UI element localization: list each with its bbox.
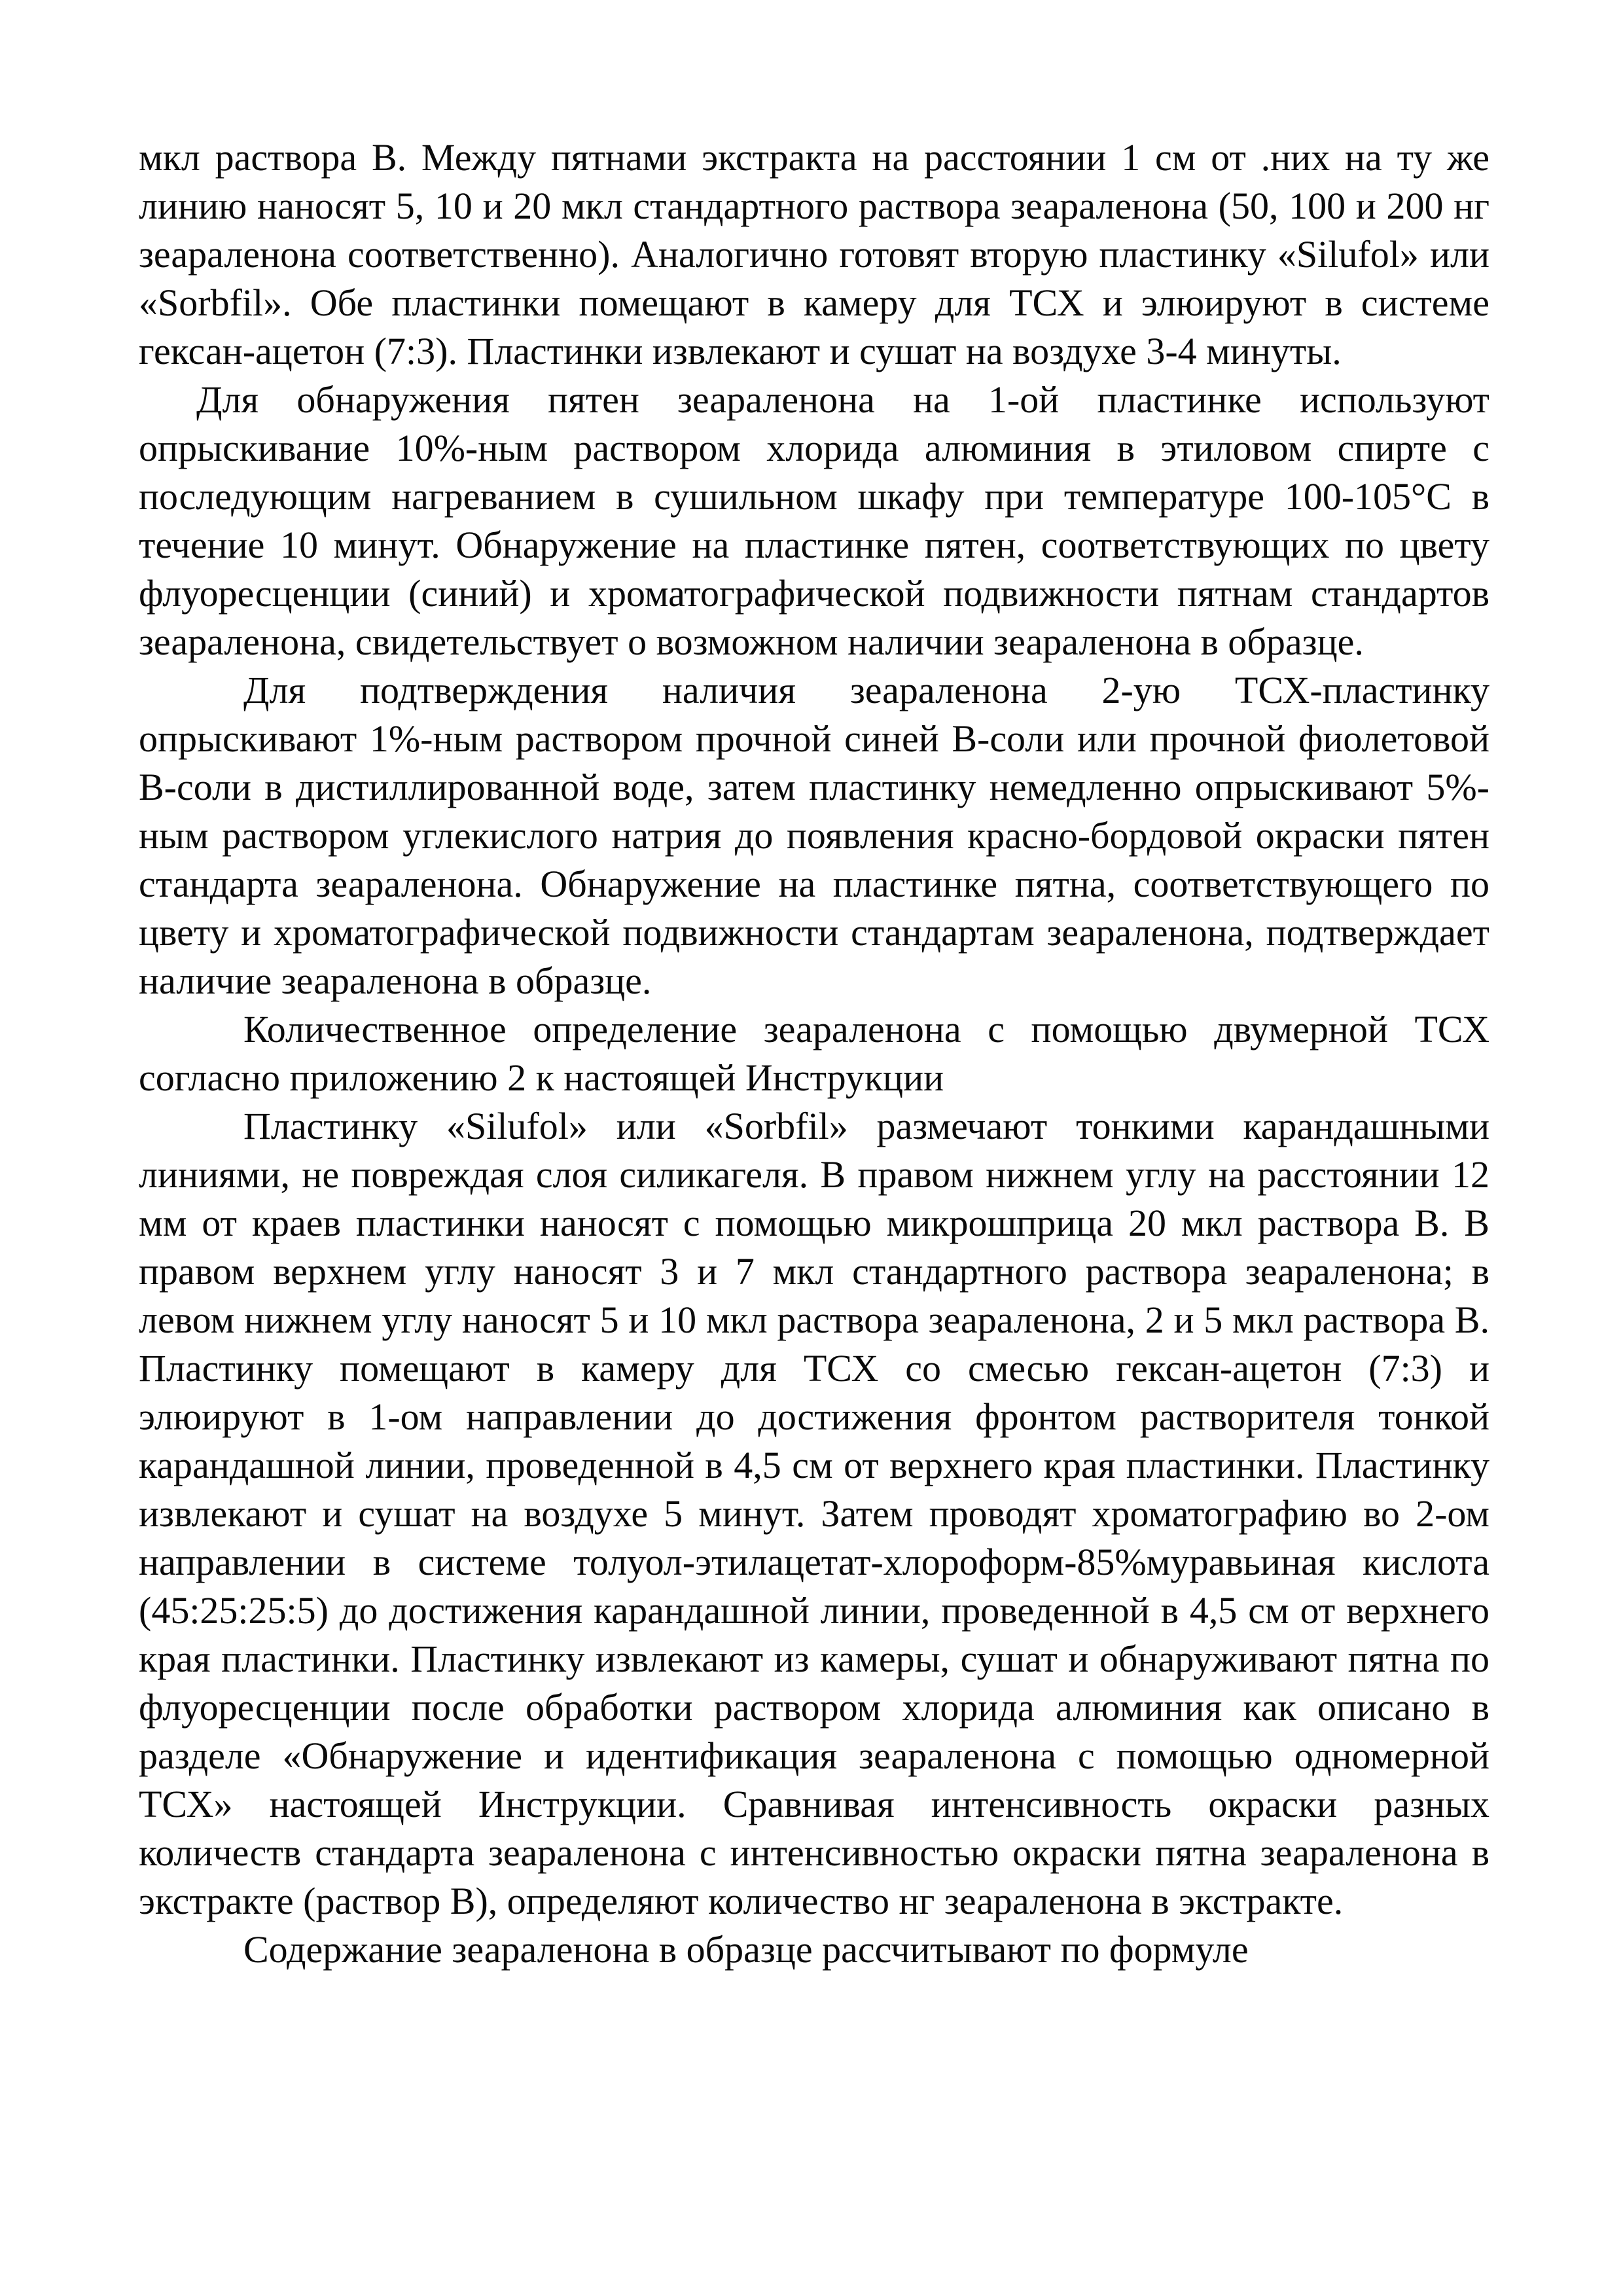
paragraph-2: Для обнаружения пятен зеараленона на 1-ой пластинке используют опрыскивание 10%-ным раствором хлорида алюминия в этиловом спирте с последующим нагреванием в сушильном шкафу при температуре 100-105°С в течение 10 минут. Обнаружение на пластинке пятен, соответствующих по цвету флуоресценции (синий) и хроматографической подвижности пятнам стандартов зеараленона, свидетельствует о возможном наличии зеараленона в образце. (139, 378, 1489, 663)
paragraph-5: Пластинку «Silufol» или «Sorbfil» размечают тонкими карандашными линиями, не повреждая слоя силикагеля. В правом нижнем углу на расстоянии 12 мм от краев пластинки наносят с помощью микрошприца 20 мкл раствора В. В правом верхнем углу наносят 3 и 7 мкл стандартного раствора зеараленона; в левом нижнем углу наносят 5 и 10 мкл раствора зеараленона, 2 и 5 мкл раствора В. Пластинку помещают в камеру для ТСХ со смесью гексан-ацетон (7:3) и элюируют в 1-ом направлении до достижения фронтом растворителя тонкой карандашной линии, проведенной в 4,5 см от верхнего края пластинки. Пластинку извлекают и сушат на воздухе 5 минут. Затем проводят хроматографию во 2-ом направлении в системе толуол-этилацетат-хлороформ-85%муравьиная кислота (45:25:25:5) до достижения карандашной линии, проведенной в 4,5 см от верхнего края пластинки. Пластинку извлекают из камеры, сушат и обнаруживают пятна по флуоресценции после обработки раствором хлорида алюминия как описано в разделе «Обнаружение и идентификация зеараленона с помощью одномерной ТСХ» настоящей Инструкции. Сравнивая интенсивность окраски разных количеств стандарта зеараленона с интенсивностью окраски пятна зеараленона в экстракте (раствор В), определяют количество нг зеараленона в экстракте. (139, 1105, 1489, 1922)
document-page (139, 134, 1489, 1974)
paragraph-6: Содержание зеараленона в образце рассчитывают по формуле (243, 1928, 1249, 1971)
paragraph-1: мкл раствора В. Между пятнами экстракта на расстоянии 1 см от .них на ту же линию наносят 5, 10 и 20 мкл стандартного раствора зеараленона (50, 100 и 200 нг зеараленона соответственно). Аналогично готовят вторую пластинку «Silufol» или «Sorbfil». Обе пластинки помещают в камеру для ТСХ и элюируют в системе гексан-ацетон (7:3). Пластинки извлекают и сушат на воздухе 3-4 минуты. (139, 136, 1489, 372)
paragraph-3: Для подтверждения наличия зеараленона 2-ую ТСХ-пластинку опрыскивают 1%-ным раствором прочной синей В-соли или прочной фиолетовой В-соли в дистиллированной воде, затем пластинку немедленно опрыскивают 5%-ным раствором углекислого натрия до появления красно-бордовой окраски пятен стандарта зеараленона. Обнаружение на пластинке пятна, соответствующего по цвету и хроматографической подвижности стандартам зеараленона, подтверждает наличие зеараленона в образце. (139, 669, 1489, 1002)
paragraph-4: Количественное определение зеараленона с помощью двумерной ТСХ согласно приложению 2 к настоящей Инструкции (139, 1008, 1489, 1099)
